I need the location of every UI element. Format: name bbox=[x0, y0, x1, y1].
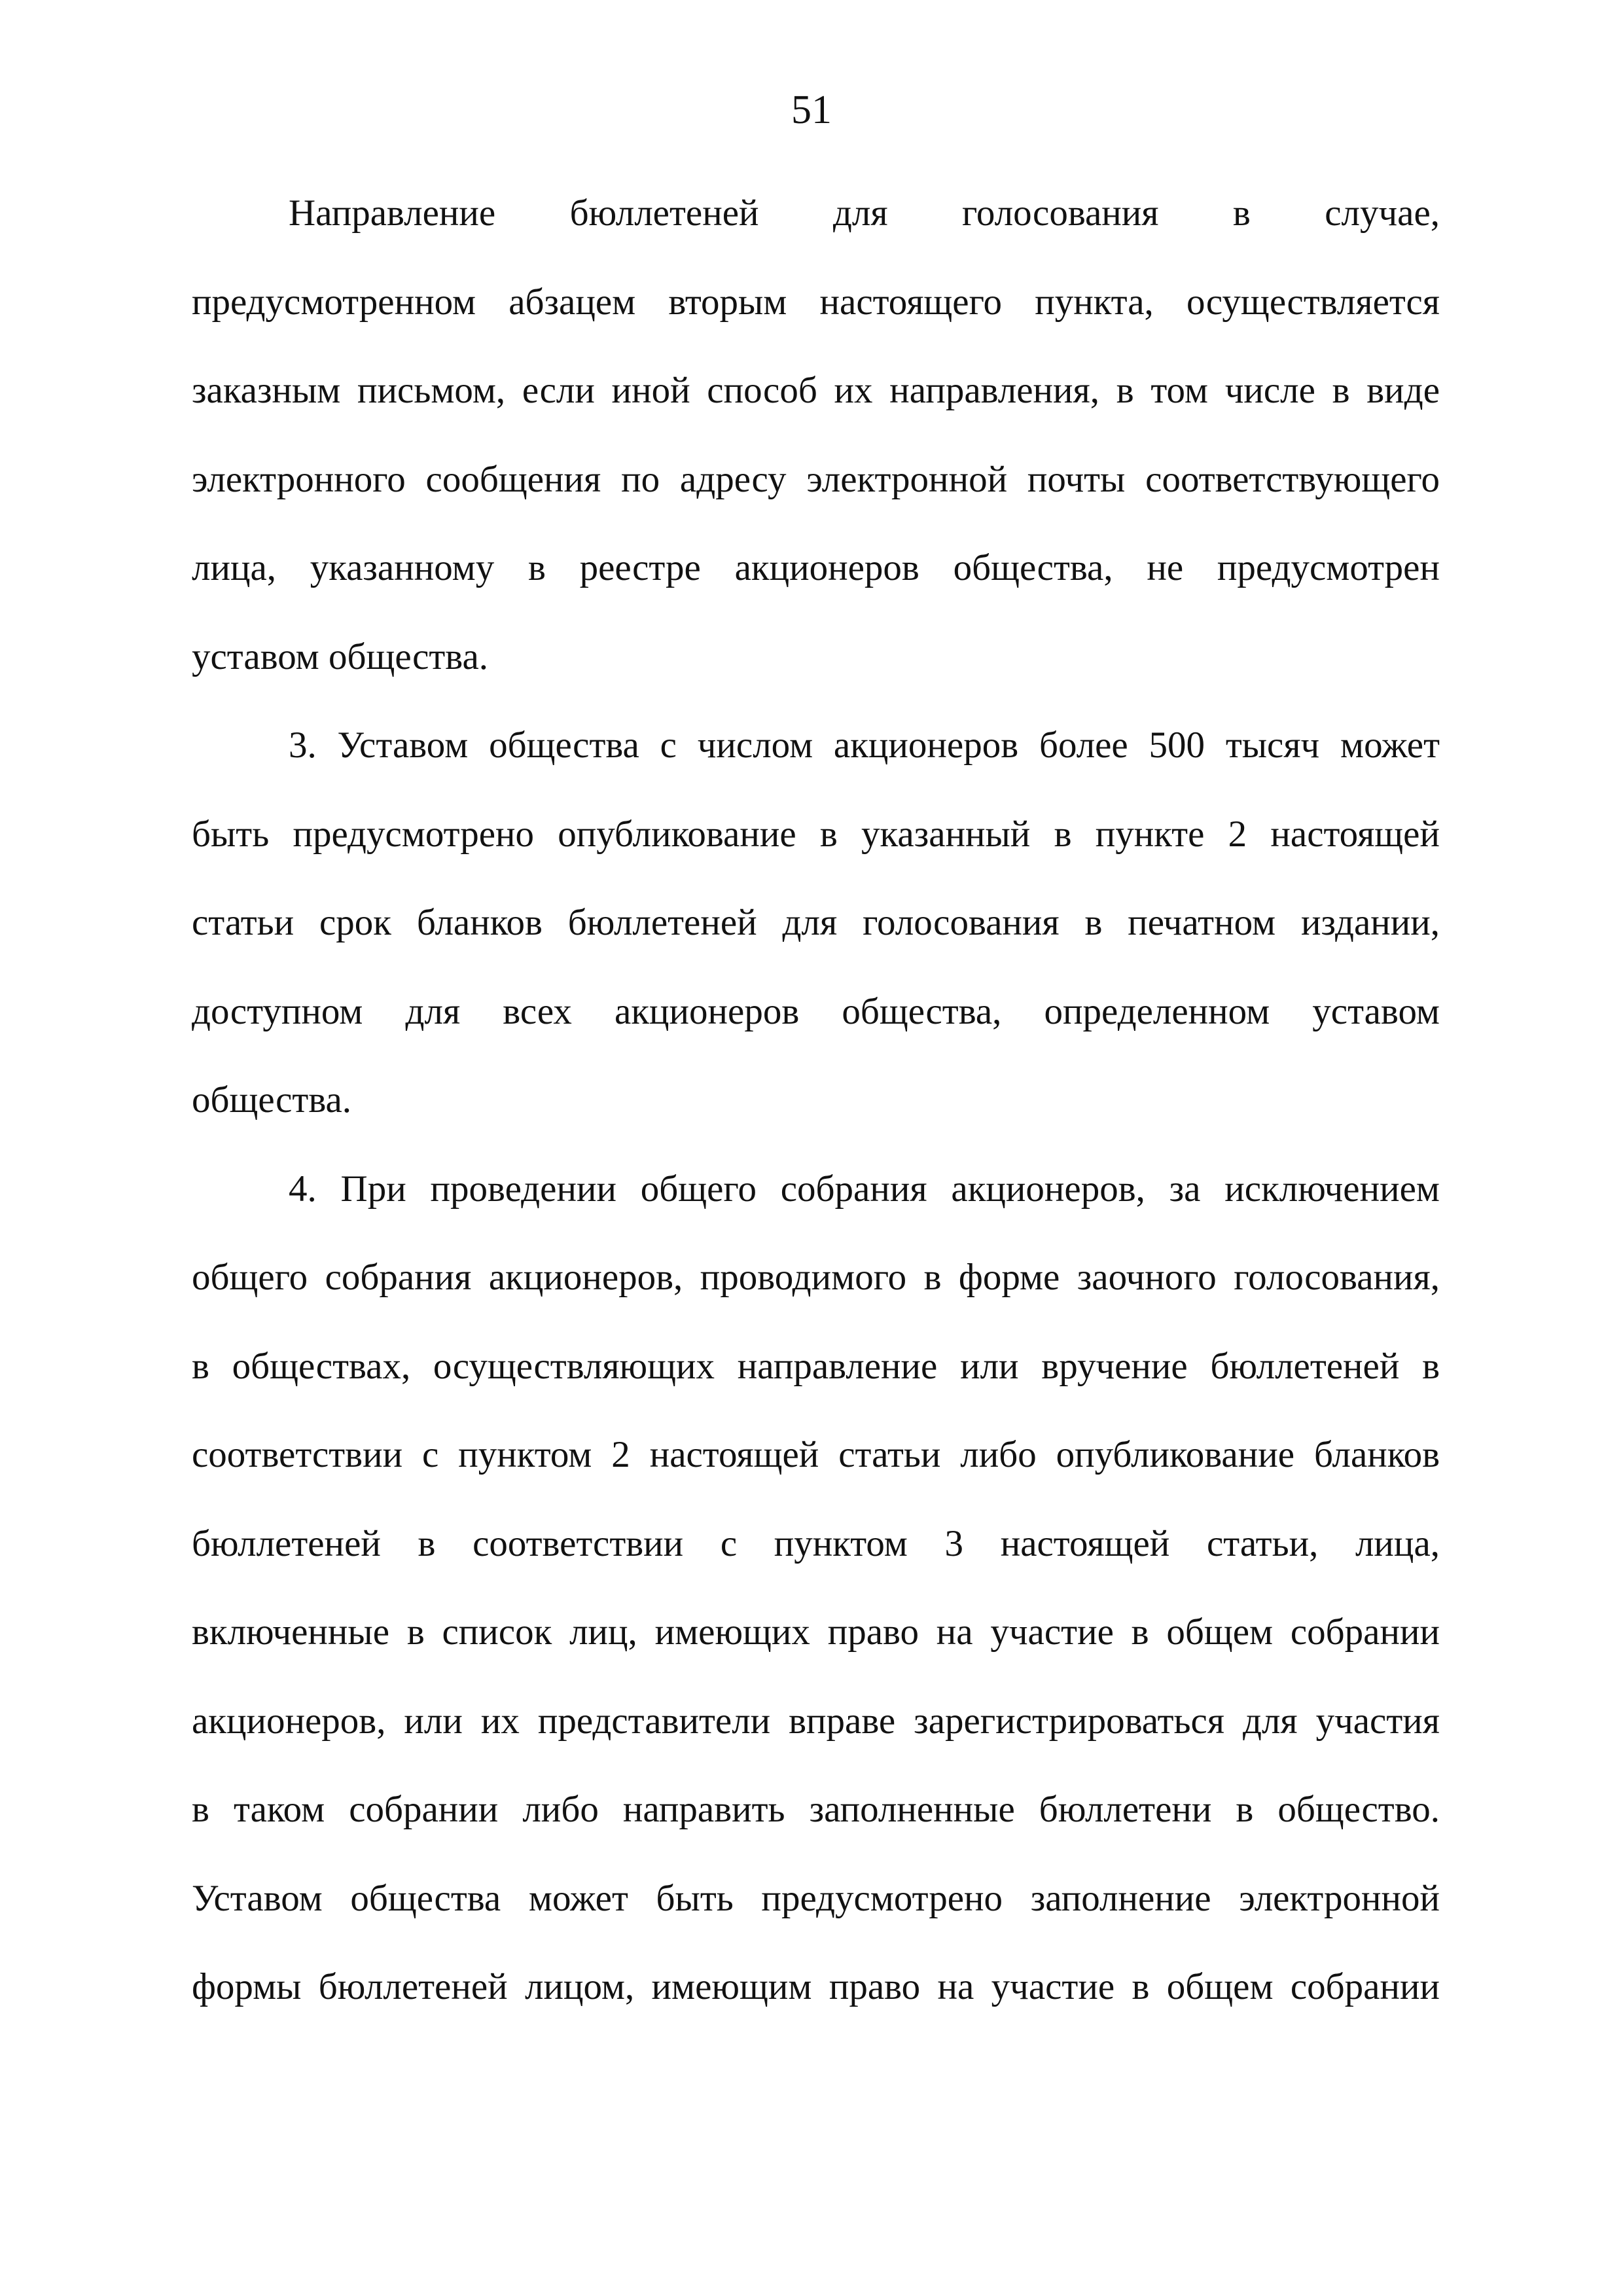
text-line: в обществах, осуществляющих направление или вручение бюллетеней в bbox=[192, 1345, 1440, 1387]
text-line: заказным письмом, если иной способ их направления, в том числе в виде bbox=[192, 370, 1440, 411]
text-line: 4. При проведении общего собрания акционеров, за исключением bbox=[289, 1168, 1440, 1210]
text-line: предусмотренном абзацем вторым настоящего пункта, осуществляется bbox=[192, 281, 1440, 323]
text-line: Направление бюллетеней для голосования в случае, bbox=[289, 192, 1440, 234]
text-line: быть предусмотрено опубликование в указанный в пункте 2 настоящей bbox=[192, 813, 1440, 855]
paragraph-ballot-delivery bbox=[192, 169, 1440, 701]
text-line: общего собрания акционеров, проводимого в форме заочного голосования, bbox=[192, 1257, 1440, 1298]
text-line: формы бюллетеней лицом, имеющим право на участие в общем собрании bbox=[192, 1966, 1440, 2007]
text-line: 3. Уставом общества с числом акционеров более 500 тысяч может bbox=[289, 725, 1440, 766]
document-body bbox=[192, 169, 1440, 2032]
text-line: электронного сообщения по адресу электронной почты соответствующего bbox=[192, 458, 1440, 500]
paragraph-item-4 bbox=[192, 1145, 1440, 2032]
text-line: лица, указанному в реестре акционеров общества, не предусмотрен bbox=[192, 547, 1440, 588]
text-line: в таком собрании либо направить заполненные бюллетени в общество. bbox=[192, 1789, 1440, 1830]
text-line: бюллетеней в соответствии с пунктом 3 настоящей статьи, лица, bbox=[192, 1522, 1440, 1564]
page-number: 51 bbox=[791, 88, 832, 132]
text-line: соответствии с пунктом 2 настоящей статьи либо опубликование бланков bbox=[192, 1434, 1440, 1475]
text-line: статьи срок бланков бюллетеней для голосования в печатном издании, bbox=[192, 902, 1440, 943]
text-line: акционеров, или их представители вправе зарегистрироваться для участия bbox=[192, 1700, 1440, 1742]
text-line: Уставом общества может быть предусмотрено заполнение электронной bbox=[192, 1877, 1440, 1919]
text-line: общества. bbox=[192, 1079, 352, 1121]
text-line: доступном для всех акционеров общества, определенном уставом bbox=[192, 990, 1440, 1032]
paragraph-item-3 bbox=[192, 701, 1440, 1145]
text-line: включенные в список лиц, имеющих право на участие в общем собрании bbox=[192, 1611, 1440, 1653]
text-line: уставом общества. bbox=[192, 636, 488, 677]
